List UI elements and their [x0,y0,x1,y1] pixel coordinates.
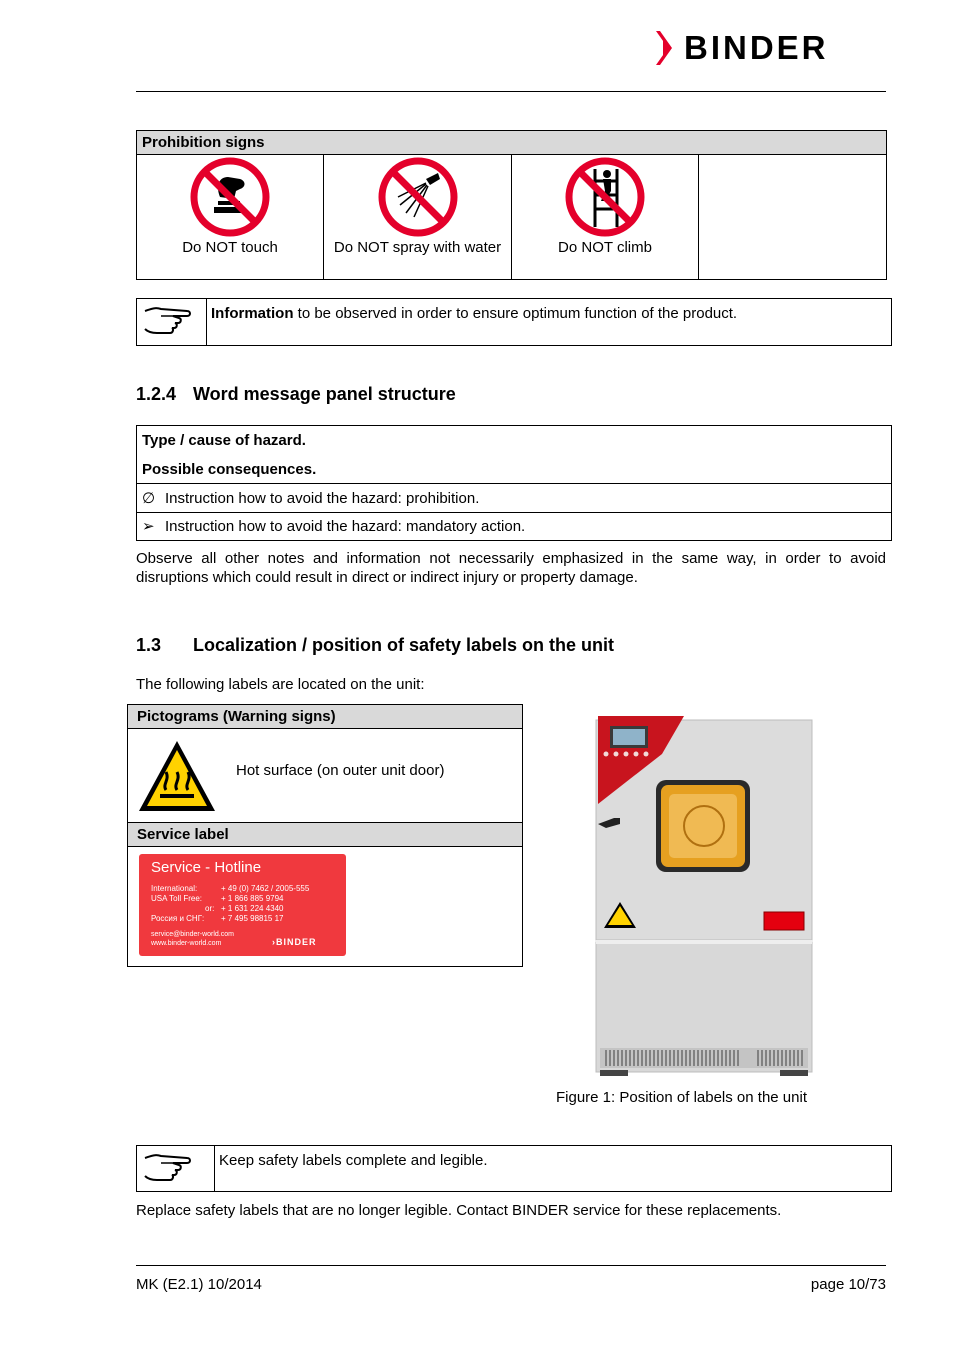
section-title-124: Word message panel structure [193,384,456,404]
information-box [136,298,892,346]
service-contact [151,930,234,948]
figure-caption: Figure 1: Position of labels on the unit [556,1089,807,1106]
service-brand-text: BINDER [276,937,317,947]
footer-page-number: page 10/73 [810,1276,886,1293]
pointing-hand-icon [143,1150,193,1190]
keep-labels-text: Keep safety labels complete and legible. [219,1152,488,1169]
service-key: Россия и СНГ: [151,914,205,923]
no-touch-icon [190,157,270,237]
no-climb-icon [565,157,645,237]
prohibition-signs-table [136,130,887,280]
footer-rule [136,1265,886,1266]
service-key: USA Toll Free: [151,894,202,903]
no-spray-icon [378,157,458,237]
info-icon-cell [137,299,207,345]
sign-label: Do NOT climb [558,239,652,256]
section-title-13: Localization / position of safety labels on the unit [193,635,615,655]
service-email: service@binder-world.com [151,931,234,938]
hazard-consequences: Possible consequences. [142,461,317,478]
service-value: + 49 (0) 7462 / 2005-555 [221,884,310,893]
sign-label: Do NOT spray with water [333,239,502,256]
service-key: or: [205,904,215,913]
hazard-type: Type / cause of hazard. [142,432,306,449]
pointing-hand-icon [143,303,193,343]
prohibition-header: Prohibition signs [137,131,886,155]
prohibition-symbol-icon: ∅ [142,490,156,507]
sign-cell-no-climb [512,154,699,279]
service-web: www.binder-world.com [151,940,222,947]
service-hotline-label [139,854,346,956]
replace-labels-text: Replace safety labels that are no longer legible. Contact BINDER service for these replacements. [136,1202,782,1219]
hot-surface-label: Hot surface (on outer unit door) [236,762,445,779]
prohibition-instruction: Instruction how to avoid the hazard: prohibition. [165,490,480,507]
service-values [221,884,309,924]
sign-cell-no-spray [324,154,512,279]
service-value: + 1 866 885 9794 [221,894,284,903]
footer-doc-id: MK (E2.1) 10/2014 [136,1276,262,1293]
sign-cell-empty [699,154,886,279]
word-message-panel [136,425,892,541]
panel-divider [137,483,891,484]
pictograms-header: Pictograms (Warning signs) [128,705,522,729]
pictograms-table [127,704,523,967]
info-icon-cell [137,1146,215,1191]
service-value: + 1 631 224 4340 [221,904,284,913]
labels-intro: The following labels are located on the unit: [136,676,425,693]
section-number-13: 1.3 [136,635,162,655]
svg-text:BINDER: BINDER [684,29,829,66]
info-bold: Information [211,305,294,322]
info-text [211,304,881,323]
binder-logo [654,28,888,68]
unit-figure [594,714,816,1078]
sign-cell-no-touch [137,154,324,279]
hot-surface-warning-icon [136,738,218,814]
service-brand: ›BINDER [272,937,317,947]
mandatory-arrow-icon: ➢ [142,518,155,535]
service-key: International: [151,884,198,893]
service-keys [151,884,214,924]
header-rule [136,91,886,92]
observe-paragraph: Observe all other notes and information not necessarily emphasized in the same way, in order to avoid disruptions which could result in direct or indirect injury or property damage. [136,550,886,586]
keep-labels-box [136,1145,892,1192]
panel-divider [137,512,891,513]
section-number-124: 1.2.4 [136,384,177,404]
service-title: Service - Hotline [151,859,262,876]
info-rest: to be observed in order to ensure optimum function of the product. [293,305,738,322]
service-label-header: Service label [128,822,522,847]
mandatory-instruction: Instruction how to avoid the hazard: mandatory action. [165,518,526,535]
sign-label: Do NOT touch [182,239,278,256]
service-value: + 7 495 98815 17 [221,914,284,923]
